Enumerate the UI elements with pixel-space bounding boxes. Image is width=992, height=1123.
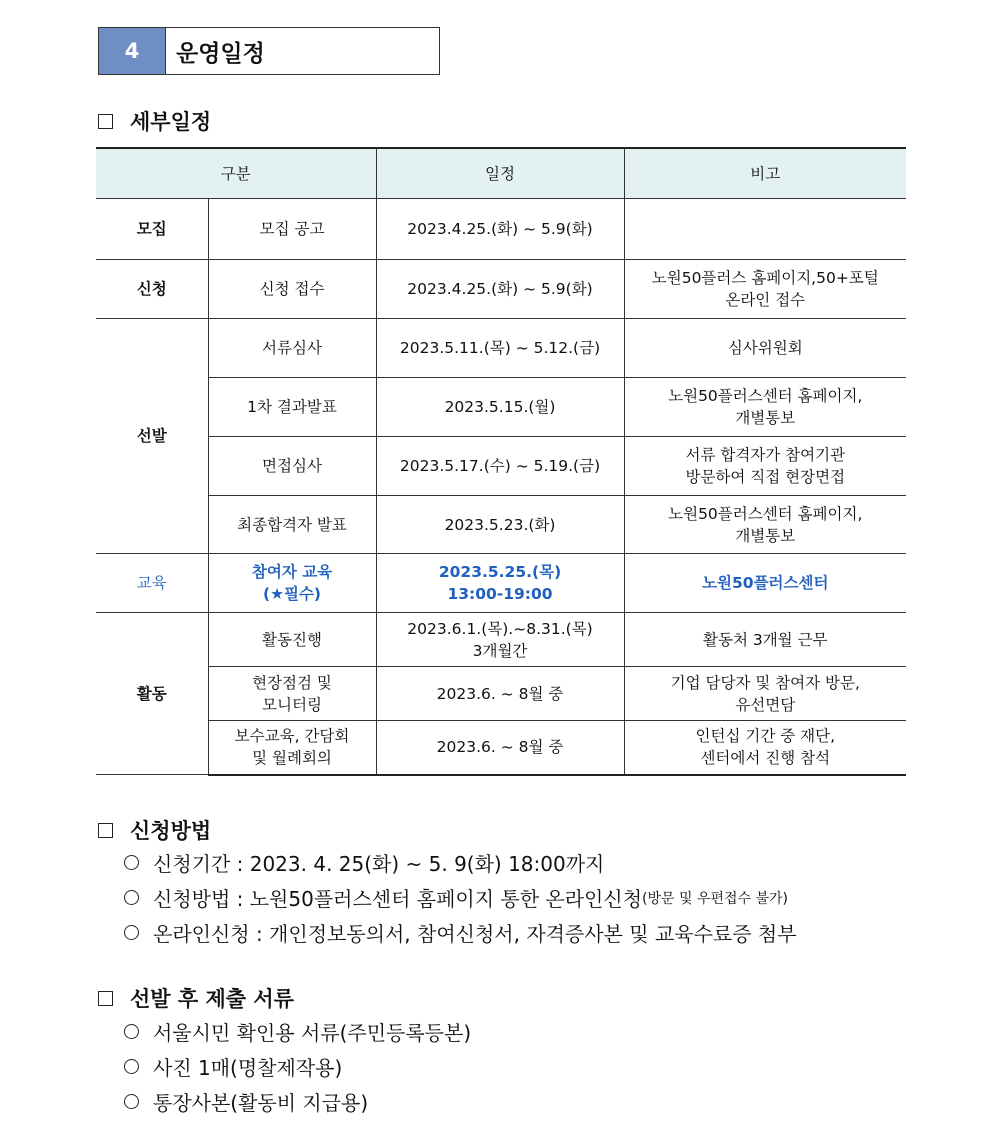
table-row [96, 721, 906, 775]
note-line: 서류 합격자가 참여기관 [685, 446, 846, 464]
note-line: 센터에서 진행 참석 [700, 749, 831, 768]
date-line: 3개월간 [472, 641, 528, 660]
item-cell: 서류심사 [208, 319, 376, 378]
item-cell [208, 667, 376, 721]
circle-bullet-icon [124, 855, 139, 870]
date-cell: 2023.5.23.(화) [376, 496, 624, 554]
header-category: 구분 [96, 148, 376, 199]
date-cell: 2023.4.25.(화) ~ 5.9(화) [376, 260, 624, 319]
header-note: 비고 [624, 148, 906, 199]
item-cell: 활동진행 [208, 613, 376, 667]
documents-heading [98, 983, 294, 1013]
list-item-note: (방문 및 우편접수 불가) [642, 890, 789, 907]
list-item-text: 신청방법 : 노원50플러스센터 홈페이지 통한 온라인신청 [153, 887, 643, 911]
list-item-text: 서울시민 확인용 서류(주민등록등본) [153, 1021, 472, 1045]
note-line: 개별통보 [735, 526, 796, 545]
note-line: 온라인 접수 [725, 291, 806, 309]
table-row [96, 496, 906, 554]
item-line: 참여자 교육 [251, 563, 333, 581]
list-item [124, 1049, 471, 1084]
note-cell [624, 667, 906, 721]
category-cell: 신청 [96, 260, 208, 319]
note-line: 방문하여 직접 현장면접 [685, 468, 846, 486]
item-cell: 신청 접수 [208, 260, 376, 319]
table-row [96, 199, 906, 260]
item-cell [208, 554, 376, 613]
list-item [124, 1014, 471, 1049]
date-line: 2023.6.1.(목).~8.31.(목) [407, 619, 593, 638]
category-cell: 교육 [96, 554, 208, 613]
note-line: 노원50플러스 홈페이지,50+포털 [651, 269, 879, 287]
date-line: 13:00-19:00 [447, 585, 553, 603]
note-cell [624, 496, 906, 554]
item-cell [208, 721, 376, 775]
checkbox-square-icon [98, 114, 113, 129]
circle-bullet-icon [124, 925, 139, 940]
list-item-text: 신청기간 : 2023. 4. 25(화) ~ 5. 9(화) 18:00까지 [153, 852, 605, 876]
note-cell [624, 199, 906, 260]
date-cell: 2023.5.15.(월) [376, 378, 624, 437]
documents-list [124, 1014, 471, 1119]
table-header-row [96, 148, 906, 199]
item-cell: 1차 결과발표 [208, 378, 376, 437]
note-cell: 심사위원회 [624, 319, 906, 378]
note-cell [624, 378, 906, 437]
schedule-heading [98, 106, 211, 136]
list-item-text: 사진 1매(명찰제작용) [153, 1056, 343, 1080]
category-cell: 활동 [96, 613, 208, 775]
note-line: 개별통보 [735, 409, 796, 427]
section-header [98, 27, 440, 75]
item-line: (★필수) [263, 585, 322, 603]
date-cell [376, 613, 624, 667]
date-cell: 2023.6. ~ 8월 중 [376, 721, 624, 775]
list-item-text: 온라인신청 : 개인정보동의서, 참여신청서, 자격증사본 및 교육수료증 첨부 [153, 922, 797, 946]
apply-method-heading [98, 815, 211, 845]
section-number: 4 [99, 28, 166, 74]
schedule-table [96, 147, 906, 776]
table-row-education [96, 554, 906, 613]
note-line: 노원50플러스센터 홈페이지, [668, 387, 863, 405]
documents-heading-text: 선발 후 제출 서류 [130, 987, 294, 1011]
date-cell: 2023.6. ~ 8월 중 [376, 667, 624, 721]
note-cell [624, 260, 906, 319]
table-row [96, 667, 906, 721]
checkbox-square-icon [98, 823, 113, 838]
item-line: 보수교육, 간담회 [234, 727, 350, 746]
list-item-text: 통장사본(활동비 지급용) [153, 1091, 369, 1115]
item-cell: 최종합격자 발표 [208, 496, 376, 554]
category-cell: 선발 [96, 319, 208, 554]
date-line: 2023.5.25.(목) [438, 563, 562, 581]
item-line: 현장점검 및 [252, 673, 332, 692]
circle-bullet-icon [124, 890, 139, 905]
note-line: 기업 담당자 및 참여자 방문, [670, 673, 860, 692]
note-cell: 활동처 3개월 근무 [624, 613, 906, 667]
item-cell: 모집 공고 [208, 199, 376, 260]
date-cell: 2023.5.17.(수) ~ 5.19.(금) [376, 437, 624, 496]
item-line: 모니터링 [262, 695, 322, 714]
table-row [96, 613, 906, 667]
circle-bullet-icon [124, 1059, 139, 1074]
list-item [124, 845, 797, 880]
header-date: 일정 [376, 148, 624, 199]
date-cell [376, 554, 624, 613]
note-cell: 노원50플러스센터 [624, 554, 906, 613]
list-item [124, 915, 797, 950]
list-item [124, 880, 797, 915]
item-cell: 면접심사 [208, 437, 376, 496]
schedule-heading-text: 세부일정 [130, 110, 212, 134]
section-title: 운영일정 [176, 40, 265, 67]
table-row [96, 437, 906, 496]
note-cell [624, 437, 906, 496]
category-cell: 모집 [96, 199, 208, 260]
note-cell [624, 721, 906, 775]
note-line: 노원50플러스센터 홈페이지, [668, 504, 863, 523]
table-row [96, 378, 906, 437]
list-item [124, 1084, 471, 1119]
checkbox-square-icon [98, 991, 113, 1006]
date-cell: 2023.4.25.(화) ~ 5.9(화) [376, 199, 624, 260]
apply-method-list [124, 845, 797, 950]
apply-method-heading-text: 신청방법 [130, 819, 212, 843]
note-line: 유선면담 [735, 695, 796, 714]
table-row [96, 319, 906, 378]
circle-bullet-icon [124, 1094, 139, 1109]
date-cell: 2023.5.11.(목) ~ 5.12.(금) [376, 319, 624, 378]
item-line: 및 월례회의 [252, 749, 332, 768]
table-row [96, 260, 906, 319]
note-line: 인턴십 기간 중 재단, [695, 727, 836, 746]
circle-bullet-icon [124, 1024, 139, 1039]
